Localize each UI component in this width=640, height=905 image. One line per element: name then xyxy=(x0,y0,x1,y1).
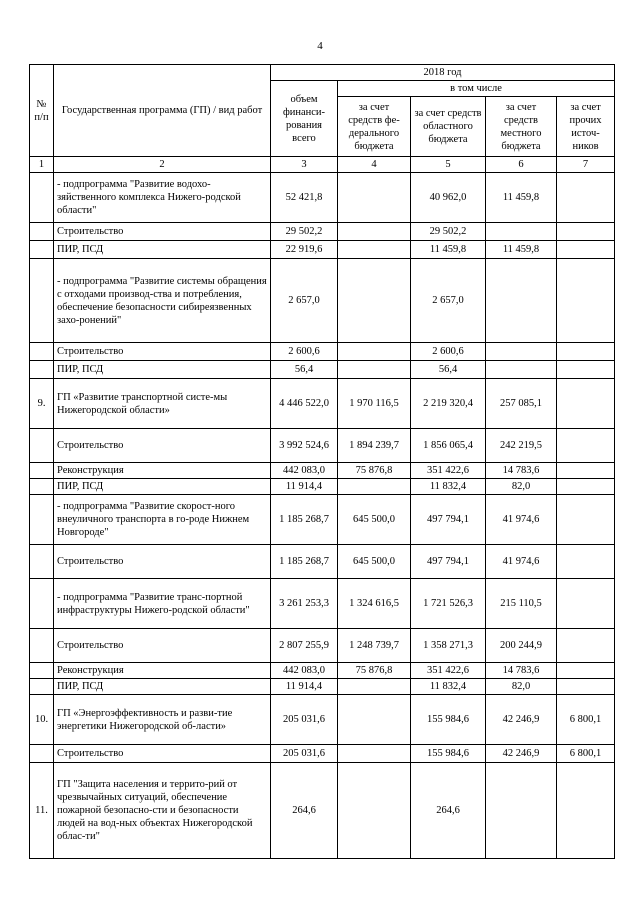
header-incl: в том числе xyxy=(338,81,615,97)
row-federal xyxy=(338,745,411,763)
row-local: 11 459,8 xyxy=(486,173,557,223)
row-number xyxy=(30,463,54,479)
column-number: 1 xyxy=(30,157,54,173)
header-other: за счет прочих источ-ников xyxy=(557,97,615,157)
column-number: 7 xyxy=(557,157,615,173)
row-regional: 11 832,4 xyxy=(411,679,486,695)
row-regional: 11 832,4 xyxy=(411,479,486,495)
row-regional: 351 422,6 xyxy=(411,663,486,679)
row-other xyxy=(557,429,615,463)
row-name: - подпрограмма "Развитие скорост-ного внеуличного транспорта в го-роде Нижнем Новгороде" xyxy=(54,495,271,545)
row-total: 1 185 268,7 xyxy=(271,495,338,545)
table-row xyxy=(30,429,615,463)
row-total: 3 992 524,6 xyxy=(271,429,338,463)
table-row xyxy=(30,695,615,745)
header-local: за счет средств местного бюджета xyxy=(486,97,557,157)
row-number xyxy=(30,429,54,463)
table-row xyxy=(30,223,615,241)
row-other xyxy=(557,223,615,241)
row-local: 14 783,6 xyxy=(486,463,557,479)
row-regional: 497 794,1 xyxy=(411,495,486,545)
header-regional: за счет средств областного бюджета xyxy=(411,97,486,157)
table-row xyxy=(30,745,615,763)
row-other xyxy=(557,679,615,695)
row-federal: 645 500,0 xyxy=(338,495,411,545)
table-row xyxy=(30,173,615,223)
row-federal xyxy=(338,695,411,745)
row-other xyxy=(557,463,615,479)
row-other: 6 800,1 xyxy=(557,745,615,763)
row-total: 22 919,6 xyxy=(271,241,338,259)
table-row xyxy=(30,379,615,429)
row-federal xyxy=(338,223,411,241)
row-other xyxy=(557,241,615,259)
row-local: 42 246,9 xyxy=(486,745,557,763)
row-local: 82,0 xyxy=(486,479,557,495)
row-other xyxy=(557,479,615,495)
row-name: ПИР, ПСД xyxy=(54,679,271,695)
row-local: 200 244,9 xyxy=(486,629,557,663)
row-regional: 155 984,6 xyxy=(411,745,486,763)
row-total: 56,4 xyxy=(271,361,338,379)
row-name: Строительство xyxy=(54,745,271,763)
row-number xyxy=(30,361,54,379)
row-local: 82,0 xyxy=(486,679,557,695)
row-regional: 1 721 526,3 xyxy=(411,579,486,629)
row-name: - подпрограмма "Развитие системы обращения с отходами производ-ства и потребления, обеспечение безопасности сибиреязвенных захо-ронений" xyxy=(54,259,271,343)
row-name: Строительство xyxy=(54,343,271,361)
row-number: 10. xyxy=(30,695,54,745)
table-row xyxy=(30,479,615,495)
column-number: 6 xyxy=(486,157,557,173)
row-local xyxy=(486,223,557,241)
table-row xyxy=(30,545,615,579)
row-other xyxy=(557,495,615,545)
funding-table xyxy=(29,64,615,859)
row-name: Реконструкция xyxy=(54,663,271,679)
row-total: 4 446 522,0 xyxy=(271,379,338,429)
row-local: 257 085,1 xyxy=(486,379,557,429)
row-total: 205 031,6 xyxy=(271,745,338,763)
header-federal: за счет средств фе-дерального бюджета xyxy=(338,97,411,157)
row-number xyxy=(30,479,54,495)
row-federal: 75 876,8 xyxy=(338,463,411,479)
row-number xyxy=(30,495,54,545)
row-total: 3 261 253,3 xyxy=(271,579,338,629)
row-number xyxy=(30,241,54,259)
row-other xyxy=(557,763,615,859)
row-name: Строительство xyxy=(54,629,271,663)
row-local: 41 974,6 xyxy=(486,545,557,579)
table-row xyxy=(30,663,615,679)
row-federal xyxy=(338,361,411,379)
row-name: ГП «Развитие транспортной систе-мы Нижегородской области» xyxy=(54,379,271,429)
row-local xyxy=(486,259,557,343)
row-name: ПИР, ПСД xyxy=(54,361,271,379)
row-total: 52 421,8 xyxy=(271,173,338,223)
row-other xyxy=(557,379,615,429)
row-federal: 1 324 616,5 xyxy=(338,579,411,629)
row-local: 14 783,6 xyxy=(486,663,557,679)
row-total: 2 807 255,9 xyxy=(271,629,338,663)
row-name: ГП "Защита населения и террито-рий от чрезвычайных ситуаций, обеспечение пожарной безопасно-сти и безопасности людей на вод-ных объектах Нижегородской облас-ти" xyxy=(54,763,271,859)
row-total: 442 083,0 xyxy=(271,663,338,679)
row-other xyxy=(557,545,615,579)
row-federal xyxy=(338,763,411,859)
row-regional: 1 358 271,3 xyxy=(411,629,486,663)
column-number: 4 xyxy=(338,157,411,173)
row-other xyxy=(557,629,615,663)
row-regional: 497 794,1 xyxy=(411,545,486,579)
column-number: 3 xyxy=(271,157,338,173)
row-number: 9. xyxy=(30,379,54,429)
row-name: - подпрограмма "Развитие водохо-зяйственного комплекса Нижего-родской области" xyxy=(54,173,271,223)
table-row xyxy=(30,495,615,545)
row-name: ГП «Энергоэффективность и разви-тие энергетики Нижегородской об-ласти» xyxy=(54,695,271,745)
header-no: № п/п xyxy=(30,65,54,157)
row-regional: 56,4 xyxy=(411,361,486,379)
row-total: 2 600,6 xyxy=(271,343,338,361)
row-federal xyxy=(338,241,411,259)
row-number xyxy=(30,259,54,343)
row-local: 215 110,5 xyxy=(486,579,557,629)
row-local: 42 246,9 xyxy=(486,695,557,745)
table-row xyxy=(30,259,615,343)
row-total: 264,6 xyxy=(271,763,338,859)
row-other xyxy=(557,663,615,679)
row-total: 11 914,4 xyxy=(271,479,338,495)
row-federal: 645 500,0 xyxy=(338,545,411,579)
row-regional: 40 962,0 xyxy=(411,173,486,223)
row-regional: 351 422,6 xyxy=(411,463,486,479)
row-regional: 155 984,6 xyxy=(411,695,486,745)
row-federal: 1 894 239,7 xyxy=(338,429,411,463)
header-total: объем финанси-рования всего xyxy=(271,81,338,157)
row-other xyxy=(557,259,615,343)
row-local xyxy=(486,361,557,379)
row-federal xyxy=(338,173,411,223)
row-regional: 1 856 065,4 xyxy=(411,429,486,463)
row-number xyxy=(30,545,54,579)
row-federal: 1 248 739,7 xyxy=(338,629,411,663)
row-federal xyxy=(338,479,411,495)
row-local xyxy=(486,763,557,859)
row-name: - подпрограмма "Развитие транс-портной инфраструктуры Нижего-родской области" xyxy=(54,579,271,629)
column-number: 5 xyxy=(411,157,486,173)
row-regional: 2 600,6 xyxy=(411,343,486,361)
row-name: ПИР, ПСД xyxy=(54,479,271,495)
row-regional: 264,6 xyxy=(411,763,486,859)
row-number: 11. xyxy=(30,763,54,859)
row-other xyxy=(557,343,615,361)
table-row xyxy=(30,763,615,859)
header-program: Государственная программа (ГП) / вид работ xyxy=(54,65,271,157)
row-other xyxy=(557,173,615,223)
row-name: Строительство xyxy=(54,223,271,241)
column-number: 2 xyxy=(54,157,271,173)
row-federal: 1 970 116,5 xyxy=(338,379,411,429)
row-federal xyxy=(338,259,411,343)
row-number xyxy=(30,745,54,763)
row-name: Реконструкция xyxy=(54,463,271,479)
row-regional: 2 219 320,4 xyxy=(411,379,486,429)
row-total: 442 083,0 xyxy=(271,463,338,479)
row-name: Строительство xyxy=(54,429,271,463)
table-row xyxy=(30,629,615,663)
row-total: 11 914,4 xyxy=(271,679,338,695)
table-row xyxy=(30,463,615,479)
table-row xyxy=(30,579,615,629)
row-number xyxy=(30,343,54,361)
row-local: 11 459,8 xyxy=(486,241,557,259)
row-regional: 2 657,0 xyxy=(411,259,486,343)
row-federal xyxy=(338,343,411,361)
row-total: 29 502,2 xyxy=(271,223,338,241)
table-row xyxy=(30,241,615,259)
table-row xyxy=(30,679,615,695)
page-number: 4 xyxy=(317,40,323,52)
row-total: 1 185 268,7 xyxy=(271,545,338,579)
row-number xyxy=(30,579,54,629)
row-other xyxy=(557,579,615,629)
row-number xyxy=(30,663,54,679)
row-other: 6 800,1 xyxy=(557,695,615,745)
row-name: Строительство xyxy=(54,545,271,579)
row-number xyxy=(30,223,54,241)
table-row xyxy=(30,343,615,361)
row-federal: 75 876,8 xyxy=(338,663,411,679)
row-number xyxy=(30,173,54,223)
row-regional: 29 502,2 xyxy=(411,223,486,241)
row-federal xyxy=(338,679,411,695)
row-local xyxy=(486,343,557,361)
row-name: ПИР, ПСД xyxy=(54,241,271,259)
row-number xyxy=(30,679,54,695)
header-year: 2018 год xyxy=(271,65,615,81)
table-row xyxy=(30,361,615,379)
row-other xyxy=(557,361,615,379)
row-total: 205 031,6 xyxy=(271,695,338,745)
row-total: 2 657,0 xyxy=(271,259,338,343)
row-number xyxy=(30,629,54,663)
row-regional: 11 459,8 xyxy=(411,241,486,259)
row-local: 41 974,6 xyxy=(486,495,557,545)
row-local: 242 219,5 xyxy=(486,429,557,463)
